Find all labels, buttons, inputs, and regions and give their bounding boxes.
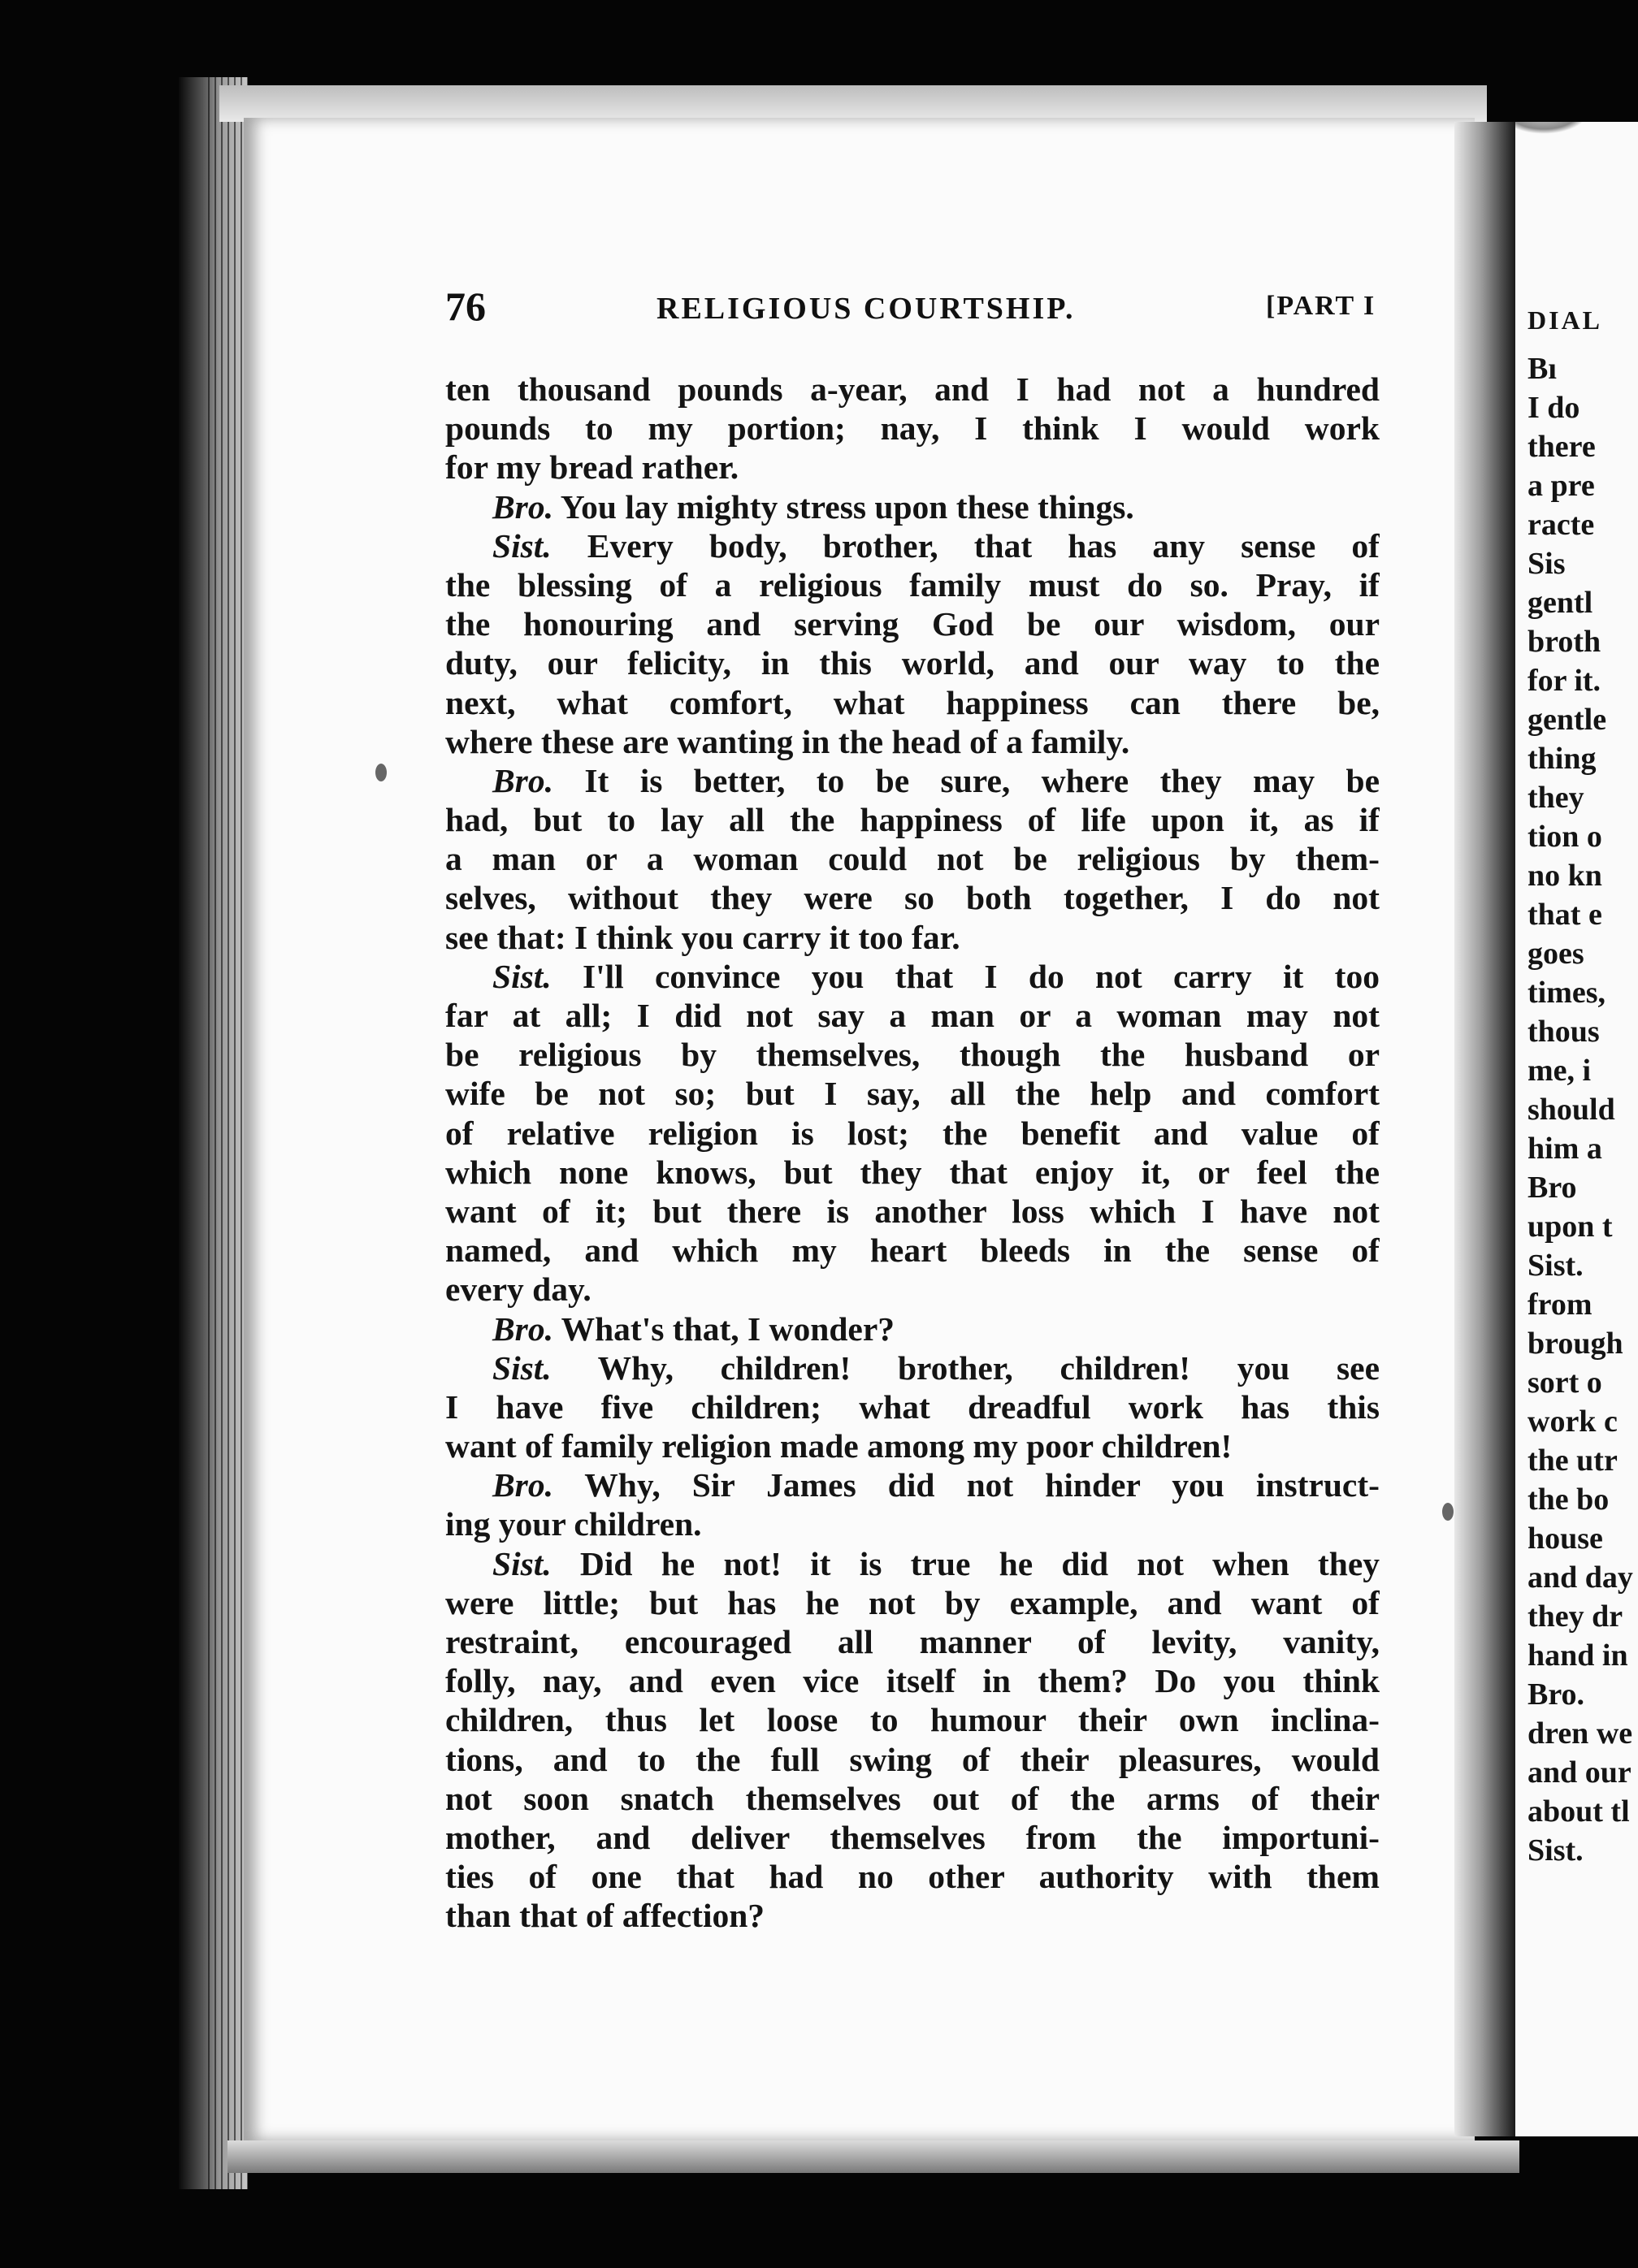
facing-text-line: Sist. (1528, 1833, 1584, 1868)
text-line (445, 1583, 1380, 1622)
text-line (445, 487, 1380, 526)
facing-text-line: there (1528, 430, 1596, 464)
text-line (445, 1074, 1380, 1113)
facing-text-line: from (1528, 1288, 1592, 1322)
speaker-label: Bro. (492, 761, 553, 799)
facing-text-line: tion o (1528, 820, 1602, 854)
line-text: I'll convince you that I do not carry it too (551, 957, 1380, 995)
margin-speck (1442, 1503, 1454, 1521)
facing-text-line: a pre (1528, 469, 1595, 503)
line-text: wife be not so; but I say, all the help and comfort (445, 1075, 1380, 1113)
line-text: tions, and to the full swing of their pleasures, would (445, 1740, 1380, 1778)
facing-text-line: no kn (1528, 859, 1602, 893)
speaker-label: Sist. (492, 526, 552, 565)
facing-text-line: thous (1528, 1015, 1600, 1049)
facing-text-line: upon t (1528, 1210, 1613, 1244)
text-line (445, 1818, 1380, 1857)
line-text: mother, and deliver themselves from the importuni- (445, 1818, 1380, 1856)
facing-text-line: about tl (1528, 1794, 1630, 1829)
speaker-label: Bro. (492, 487, 553, 526)
line-text: ten thousand pounds a-year, and I had not a hundred (445, 370, 1380, 408)
line-text: I have five children; what dreadful work has this (445, 1387, 1380, 1426)
text-line (445, 448, 1380, 487)
line-text: which none knows, but they that enjoy it, or feel the (445, 1153, 1380, 1191)
line-text: far at all; I did not say a man or a woman may not (445, 997, 1380, 1034)
line-text: were little; but has he not by example, and want of (445, 1583, 1380, 1621)
facing-text-line: brough (1528, 1327, 1623, 1361)
text-line (445, 1544, 1380, 1583)
text-line (445, 604, 1380, 643)
facing-text-line: broth (1528, 625, 1601, 659)
page-top-edge (219, 85, 1487, 122)
facing-text-line: Sis (1528, 547, 1566, 581)
facing-text-line: for it. (1528, 664, 1601, 698)
line-text: selves, without they were so both together, I do not (445, 879, 1380, 917)
speaker-label: Sist. (492, 957, 552, 995)
line-text: the blessing of a religious family must do so. Pray, if (445, 565, 1380, 604)
facing-page-header: DIAL (1528, 305, 1603, 335)
facing-text-line: the utr (1528, 1443, 1618, 1478)
line-text: pounds to my portion; nay, I think I would work (445, 409, 1380, 448)
text-line (445, 1700, 1380, 1739)
text-line (445, 1348, 1380, 1387)
line-text: Did he not! it is true he did not when they (551, 1544, 1380, 1582)
page-edges (203, 77, 248, 2189)
text-line (445, 1309, 1380, 1348)
speaker-label: Sist. (492, 1544, 552, 1582)
facing-text-line: gentl (1528, 586, 1593, 620)
text-line (445, 1661, 1380, 1700)
text-line (445, 1192, 1380, 1231)
facing-text-line: times, (1528, 976, 1606, 1010)
line-text: than that of affection? (445, 1897, 765, 1935)
text-line (445, 878, 1380, 917)
line-text: see that: I think you carry it too far. (445, 918, 960, 956)
line-text: next, what comfort, what happiness can there be, (445, 683, 1380, 721)
text-line (445, 1231, 1380, 1270)
text-line (445, 1426, 1380, 1465)
line-text: want of family religion made among my poor children! (445, 1427, 1233, 1465)
text-line (445, 839, 1380, 878)
page-body-text (445, 370, 1380, 1936)
text-line (445, 526, 1380, 565)
text-line (445, 1896, 1380, 1935)
facing-text-line: sort o (1528, 1366, 1602, 1400)
speaker-label: Bro. (492, 1309, 553, 1348)
line-text: ties of one that had no other authority with them (445, 1858, 1380, 1896)
text-line (445, 761, 1380, 800)
line-text: duty, our felicity, in this world, and our way to the (445, 644, 1380, 682)
line-text: restraint, encouraged all manner of levity, vanity, (445, 1623, 1380, 1660)
facing-text-line: hand in (1528, 1638, 1628, 1673)
text-line (445, 1114, 1380, 1153)
facing-text-line: work c (1528, 1405, 1618, 1439)
facing-page-text (1528, 301, 1638, 1870)
facing-text-line: me, i (1528, 1054, 1592, 1088)
text-line (445, 1622, 1380, 1661)
line-text: ing your children. (445, 1505, 702, 1543)
facing-text-line: and day (1528, 1560, 1633, 1595)
text-line (445, 370, 1380, 409)
line-text: be religious by themselves, though the husband or (445, 1036, 1380, 1074)
facing-text-line: I do (1528, 391, 1580, 425)
line-text: not soon snatch themselves out of the arms of their (445, 1779, 1380, 1817)
text-line (445, 1270, 1380, 1309)
line-text: You lay mighty stress upon these things. (552, 487, 1134, 526)
page-bottom-edge (228, 2140, 1519, 2173)
text-line (445, 1387, 1380, 1426)
text-line (445, 1740, 1380, 1779)
facing-text-line: should (1528, 1093, 1615, 1127)
line-text: Why, Sir James did not hinder you instruct- (552, 1466, 1380, 1504)
facing-text-line: Sist. (1528, 1249, 1584, 1283)
text-line (445, 996, 1380, 1035)
text-line (445, 1779, 1380, 1818)
facing-text-line: that e (1528, 898, 1602, 932)
line-text: the honouring and serving God be our wisdom, our (445, 605, 1380, 643)
line-text: children, thus let loose to humour their own inclina- (445, 1701, 1380, 1739)
line-text: for my bread rather. (445, 448, 739, 487)
text-line (445, 1035, 1380, 1074)
text-line (445, 1153, 1380, 1192)
paper-tear (1515, 122, 1588, 134)
text-line (445, 683, 1380, 722)
line-text: named, and which my heart bleeds in the sense of (445, 1231, 1380, 1270)
facing-text-line: they dr (1528, 1599, 1623, 1634)
facing-text-line: the bo (1528, 1482, 1610, 1517)
book-title: RELIGIOUS COURTSHIP. (656, 292, 1076, 326)
speaker-label: Sist. (492, 1348, 552, 1387)
line-text: want of it; but there is another loss which I have not (445, 1192, 1380, 1230)
line-text: of relative religion is lost; the benefit and value of (445, 1114, 1380, 1152)
facing-text-line: and our (1528, 1755, 1632, 1790)
line-text: had, but to lay all the happiness of life upon it, as if (445, 801, 1380, 839)
running-head (445, 283, 1380, 331)
page-number: 76 (445, 284, 486, 329)
line-text: where these are wanting in the head of a family. (445, 722, 1130, 760)
text-line (445, 1857, 1380, 1896)
facing-text-line: house (1528, 1521, 1603, 1556)
text-line (445, 565, 1380, 604)
text-line (445, 957, 1380, 996)
line-text: a man or a woman could not be religious by them- (445, 840, 1380, 878)
facing-text-line: dren we (1528, 1716, 1633, 1751)
text-line (445, 409, 1380, 448)
part-label: [PART I (1266, 291, 1376, 321)
line-text: It is better, to be sure, where they may be (552, 761, 1380, 799)
facing-text-line: they (1528, 781, 1584, 815)
text-line (445, 1465, 1380, 1504)
facing-text-line: him a (1528, 1132, 1602, 1166)
text-line (445, 1504, 1380, 1543)
line-text: every day. (445, 1270, 592, 1309)
margin-speck (375, 764, 387, 781)
facing-text-line: goes (1528, 937, 1584, 971)
facing-text-line: racte (1528, 508, 1595, 542)
line-text: folly, nay, and even vice itself in them? Do you think (445, 1662, 1380, 1700)
text-line (445, 643, 1380, 682)
facing-text-line: thing (1528, 742, 1597, 776)
book-gutter (1454, 122, 1515, 2136)
line-text: What's that, I wonder? (552, 1309, 895, 1348)
facing-text-line: gentle (1528, 703, 1607, 737)
facing-text-line: Bro (1528, 1171, 1577, 1205)
text-line (445, 722, 1380, 761)
facing-text-line: Bı (1528, 352, 1557, 386)
text-line (445, 800, 1380, 839)
line-text: Every body, brother, that has any sense of (551, 526, 1380, 565)
speaker-label: Bro. (492, 1466, 553, 1504)
line-text: Why, children! brother, children! you see (551, 1348, 1380, 1387)
text-line (445, 918, 1380, 957)
facing-text-line: Bro. (1528, 1677, 1585, 1712)
